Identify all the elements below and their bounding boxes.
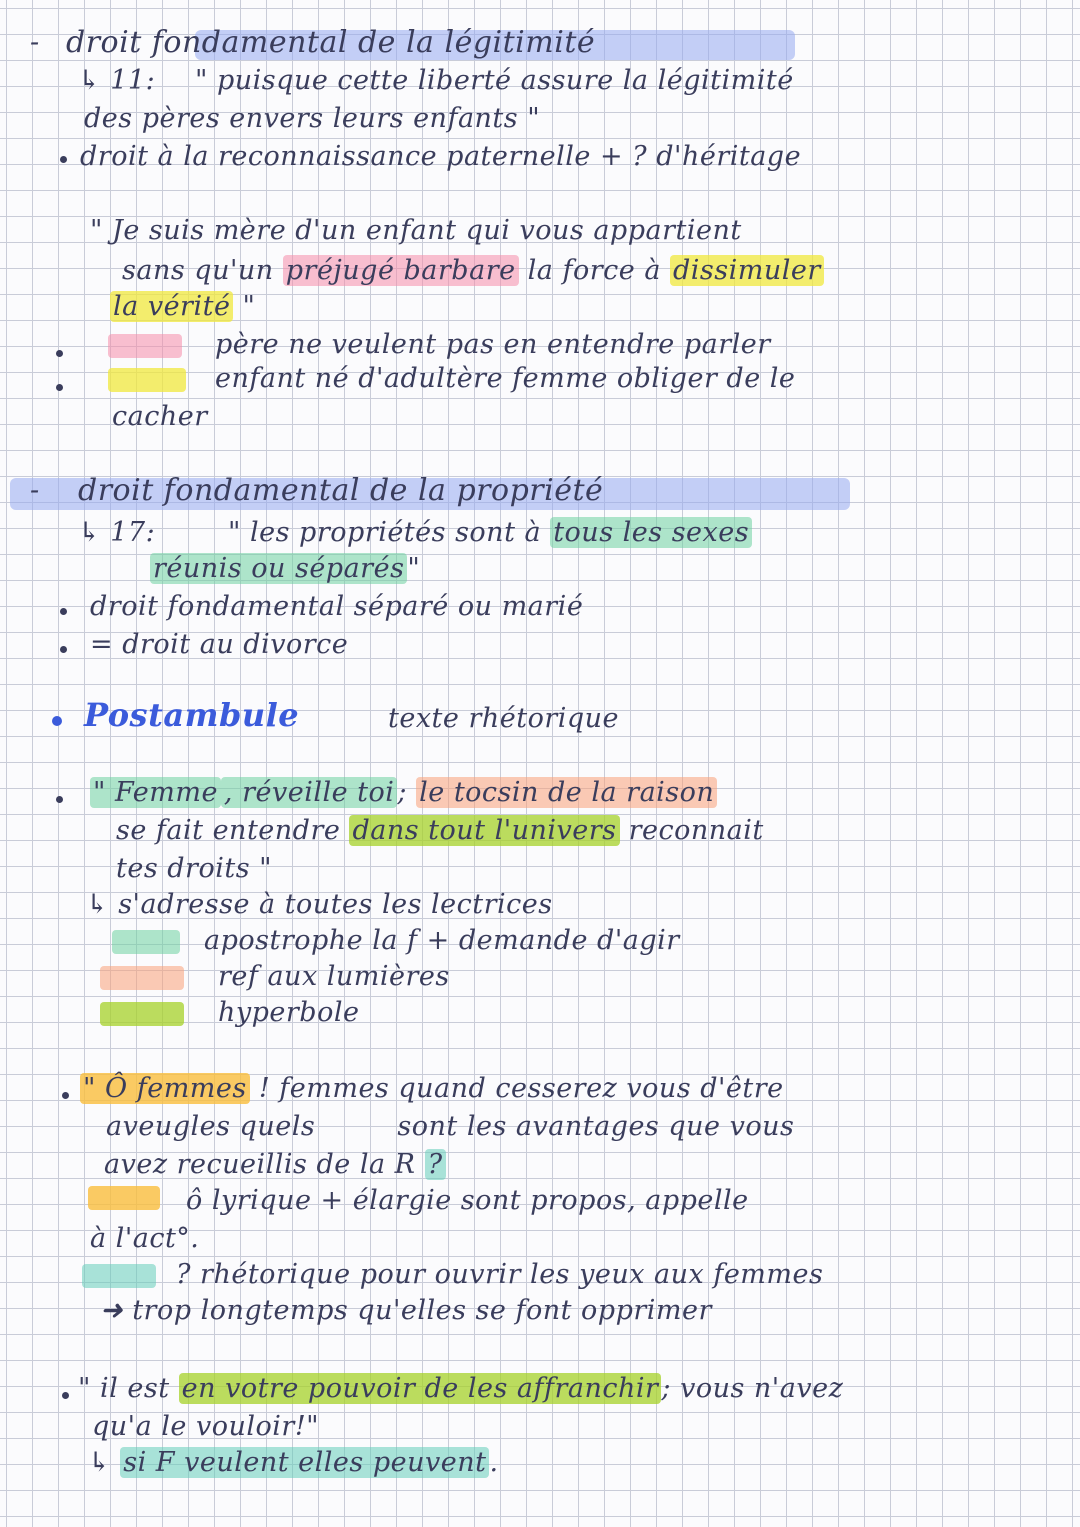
- bullet: [60, 608, 67, 615]
- quote-affranchir-line2: qu'a le vouloir!": [92, 1411, 320, 1442]
- quote-o-femmes-line2: aveugles quels sont les avantages que vous: [106, 1111, 795, 1142]
- quote-mother-line3: la vérité ": [110, 290, 255, 324]
- quote-article-17-cont: réunis ou séparés ": [150, 552, 420, 586]
- bullet: [56, 796, 63, 803]
- legend-swatch-yellow: [108, 368, 186, 392]
- legend-rhetorique: ? rhétorique pour ouvrir les yeux aux femmes: [176, 1259, 824, 1290]
- legend-swatch-peach: [100, 966, 184, 990]
- section-title-postambule: Postambule: [84, 696, 300, 734]
- legend-swatch-mint: [112, 930, 180, 954]
- legend-lumieres: ref aux lumières: [218, 961, 450, 992]
- heading-dash: -: [30, 27, 40, 58]
- bullet: [60, 646, 67, 653]
- bullet: [60, 156, 67, 163]
- legend-swatch-pink: [108, 334, 182, 358]
- legend-yellow-text: enfant né d'adultère femme obliger de le: [215, 363, 796, 394]
- article-ref: ↳ 11:: [78, 65, 156, 96]
- section-heading-property: droit fondamental de la propriété: [78, 473, 604, 508]
- legend-lyrique-cont: à l'act°.: [90, 1223, 200, 1254]
- note-paternal-recognition: droit à la reconnaissance paternelle + ? d'héritage: [80, 141, 802, 172]
- quote-femme-reveille: " Femme , réveille toi ; le tocsin de la raison: [90, 776, 717, 810]
- legend-lyrique: ô lyrique + élargie sont propos, appelle: [186, 1185, 749, 1216]
- legend-apostrophe: apostrophe la f + demande d'agir: [204, 925, 680, 956]
- bullet: [56, 384, 63, 391]
- legend-swatch-teal: [82, 1264, 156, 1288]
- note-if-women-want: ↳ si F veulent elles peuvent .: [88, 1447, 499, 1478]
- quote-article-17: " les propriétés sont à tous les sexes: [228, 516, 752, 550]
- legend-hyperbole: hyperbole: [218, 997, 360, 1028]
- legend-swatch-orange: [88, 1186, 160, 1210]
- section-subtitle: texte rhétorique: [388, 703, 620, 734]
- quote-mother: " Je suis mère d'un enfant qui vous appartient: [90, 215, 742, 246]
- note-divorce: = droit au divorce: [90, 629, 349, 660]
- article-ref: ↳ 17:: [78, 517, 156, 548]
- title-bullet: [52, 716, 62, 726]
- quote-femme-reveille-line2: se fait entendre dans tout l'univers reconnait: [116, 815, 764, 846]
- quote-o-femmes: " Ô femmes ! femmes quand cesserez vous d'être: [80, 1072, 784, 1106]
- note-separated-married: droit fondamental séparé ou marié: [90, 591, 584, 622]
- quote-femme-reveille-line3: tes droits ": [116, 853, 273, 884]
- quote-o-femmes-line3: avez recueillis de la R ?: [104, 1148, 446, 1182]
- legend-swatch-lime: [100, 1002, 184, 1026]
- bullet: [56, 350, 63, 357]
- heading-dash: -: [30, 475, 40, 506]
- legend-yellow-text-cont: cacher: [112, 401, 208, 432]
- note-readers: ↳ s'adresse à toutes les lectrices: [86, 889, 553, 920]
- bullet: [62, 1092, 69, 1099]
- section-heading-legitimacy: droit fondamental de la légitimité: [66, 25, 596, 60]
- bullet: [62, 1392, 69, 1399]
- note-oppression: ➜ trop longtemps qu'elles se font opprimer: [100, 1295, 712, 1326]
- quote-article-11: " puisque cette liberté assure la légitimité: [195, 65, 794, 96]
- legend-pink-text: père ne veulent pas en entendre parler: [215, 329, 771, 360]
- quote-mother-line2: sans qu'un préjugé barbare la force à dissimuler: [122, 254, 824, 288]
- quote-article-11-cont: des pères envers leurs enfants ": [84, 103, 541, 134]
- quote-affranchir: " il est en votre pouvoir de les affranchir ; vous n'avez: [78, 1373, 844, 1404]
